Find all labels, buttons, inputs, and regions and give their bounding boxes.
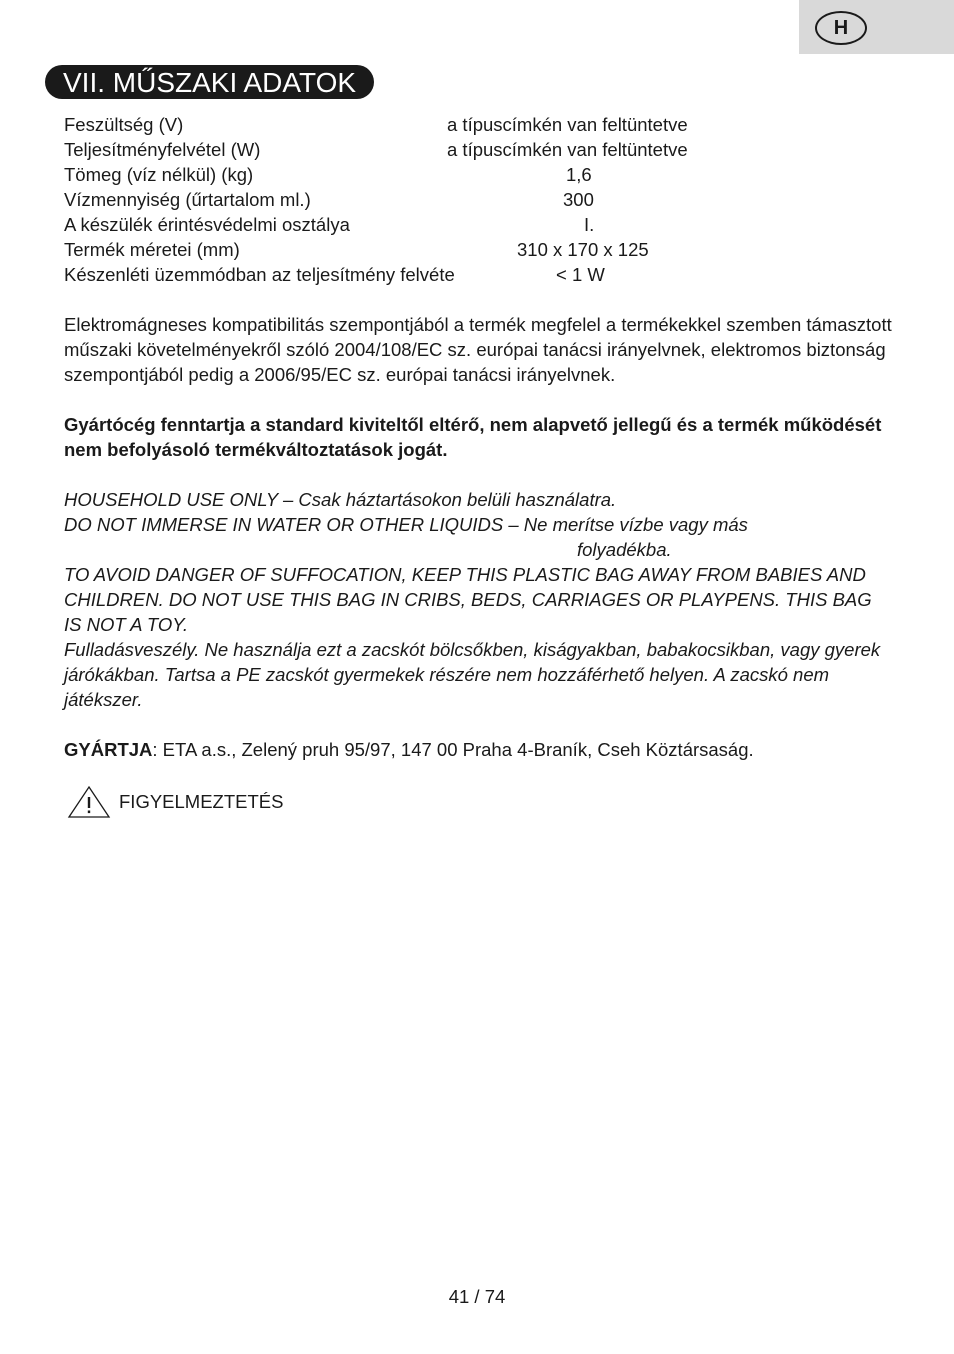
spec-value: a típuscímkén van feltüntetve	[447, 139, 688, 160]
spec-row	[64, 262, 764, 287]
spec-row	[64, 162, 764, 187]
spec-value: < 1 W	[556, 264, 605, 285]
spec-table	[64, 112, 764, 287]
spec-value: 1,6	[566, 164, 592, 185]
spec-row	[64, 187, 764, 212]
emc-paragraph: Elektromágneses kompatibilitás szempontjából a termék megfelel a termékekkel szemben támasztott műszaki követelményekről szóló 2004/108/EC sz. európai tanácsi irányelvnek, elektromos biztonság szempontjából pedig a 2006/95/EC sz. európai tanácsi irányelvnek.	[64, 314, 892, 385]
language-tab	[799, 0, 954, 54]
spec-label: Feszültség (V)	[64, 114, 184, 135]
spec-row	[64, 112, 764, 137]
spec-row	[64, 237, 764, 262]
spec-value: 310 x 170 x 125	[517, 239, 649, 260]
manufacturer-line	[64, 737, 894, 762]
manufacturer-rights-notice: Gyártócég fenntartja a standard kiviteltől eltérő, nem alapvető jellegű és a termék működését nem befolyásoló termékváltoztatások jogát.	[64, 414, 882, 460]
immerse-warning-continued: folyadékba.	[577, 539, 672, 560]
suffocation-warning: TO AVOID DANGER OF SUFFOCATION, KEEP THIS PLASTIC BAG AWAY FROM BABIES AND CHILDREN. DO NOT USE THIS BAG IN CRIBS, BEDS, CARRIAGES OR PLAYPENS. THIS BAG IS NOT A TOY.	[64, 564, 872, 635]
warning-notice	[67, 785, 283, 819]
spec-label: Teljesítményfelvétel (W)	[64, 139, 261, 160]
warning-triangle-icon	[67, 785, 111, 819]
spec-value: 300	[563, 189, 594, 210]
immerse-warning: DO NOT IMMERSE IN WATER OR OTHER LIQUIDS – Ne merítse vízbe vagy más	[64, 514, 748, 535]
spec-label: A készülék érintésvédelmi osztálya	[64, 214, 350, 235]
spec-row	[64, 137, 764, 162]
manufacturer-address: : ETA a.s., Zelený pruh 95/97, 147 00 Praha 4-Braník, Cseh Köztársaság.	[152, 739, 754, 760]
spec-label: Vízmennyiség (űrtartalom ml.)	[64, 189, 311, 210]
spec-row	[64, 212, 764, 237]
spec-value: a típuscímkén van feltüntetve	[447, 114, 688, 135]
manufacturer-label: GYÁRTJA	[64, 739, 153, 760]
spec-label: Termék méretei (mm)	[64, 239, 240, 260]
spec-label: Készenléti üzemmódban az teljesítmény felvéte	[64, 264, 455, 285]
page-number: 41 / 74	[448, 1286, 506, 1307]
spec-label: Tömeg (víz nélkül) (kg)	[64, 164, 254, 185]
warning-label: FIGYELMEZTETÉS	[119, 791, 284, 812]
spec-value: I.	[584, 214, 595, 235]
household-use-note: HOUSEHOLD USE ONLY – Csak háztartásokon belüli használatra.	[64, 489, 617, 510]
language-badge: H	[815, 11, 867, 45]
safety-notes	[64, 487, 894, 712]
section-title: VII. MŰSZAKI ADATOK	[45, 65, 374, 99]
suffocation-warning-hu: Fulladásveszély. Ne használja ezt a zacskót bölcsőkben, kiságyakban, babakocsikban, vagy gyerek járókákban. Tartsa a PE zacskót gyermekek részére nem hozzáférhető helyen. A zacskó nem játékszer.	[64, 639, 881, 710]
